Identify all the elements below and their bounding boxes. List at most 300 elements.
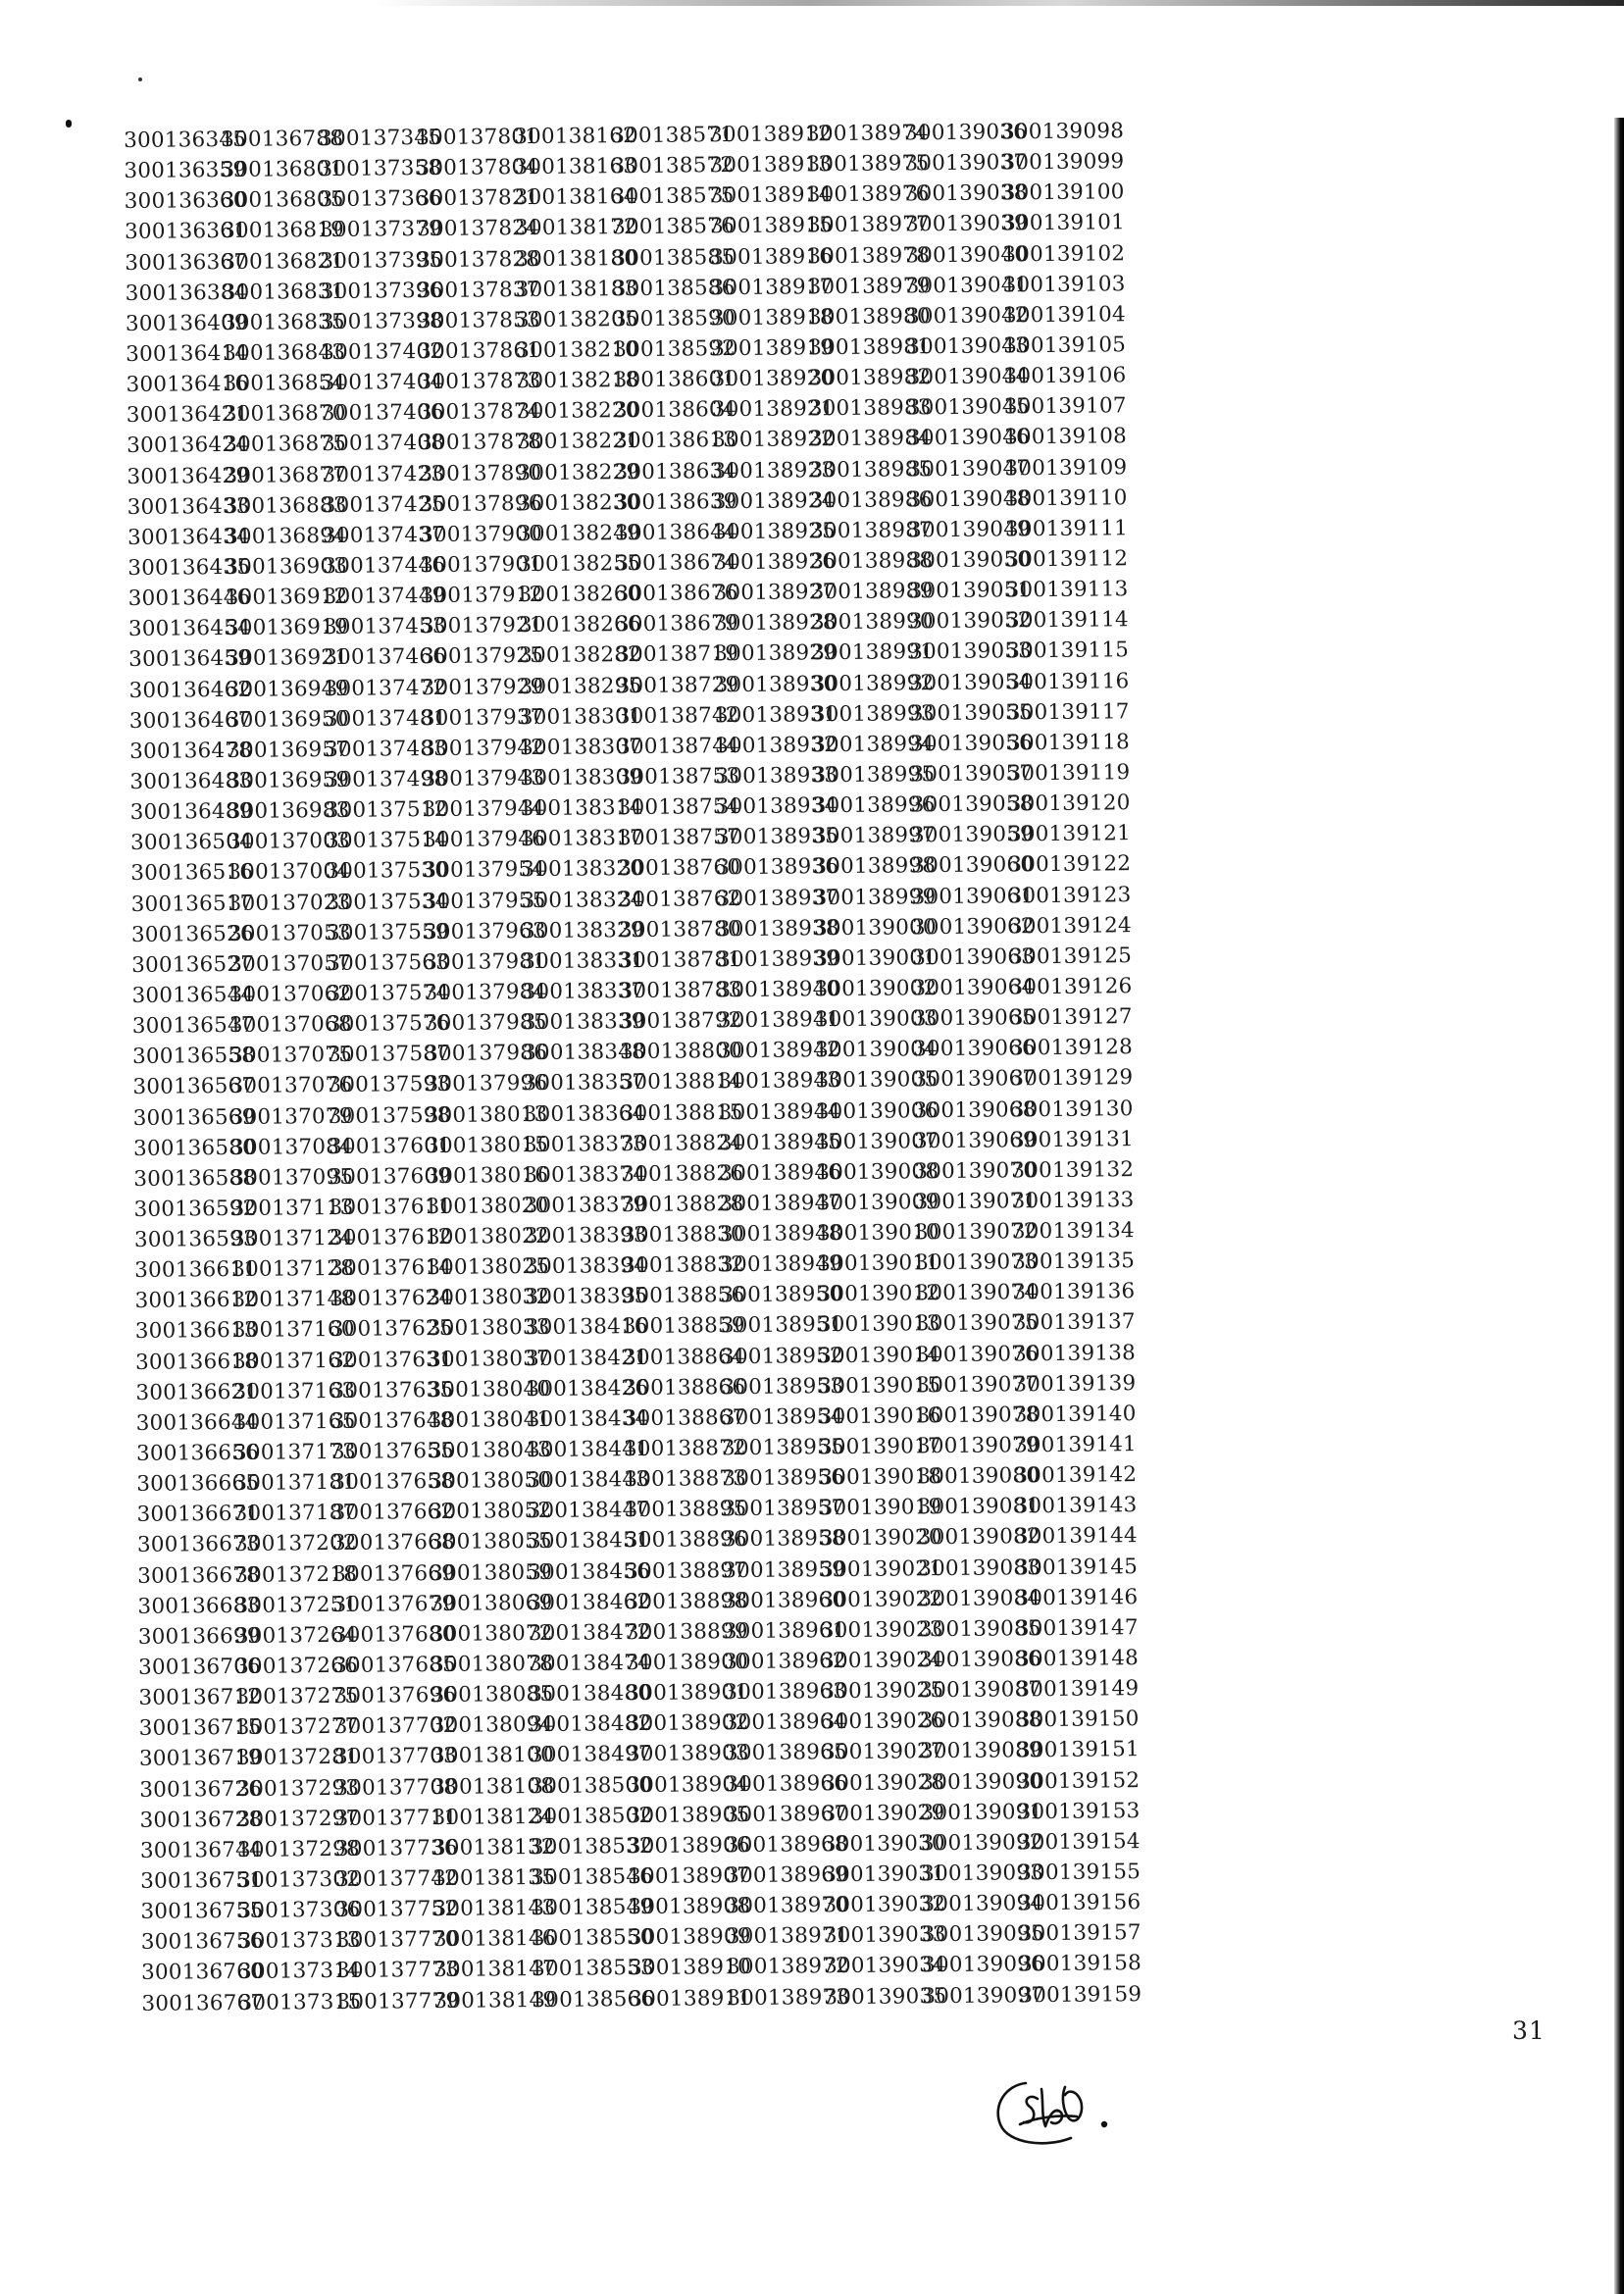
roll-number: 300139071 bbox=[914, 1189, 1038, 1215]
roll-number: 300136517 bbox=[130, 891, 254, 917]
roll-number: 300139056 bbox=[909, 730, 1034, 757]
roll-number: 300136516 bbox=[130, 860, 254, 887]
roll-number: 300138753 bbox=[617, 763, 740, 790]
roll-number: 300138986 bbox=[809, 486, 933, 513]
signature-mark bbox=[987, 2054, 1143, 2152]
roll-number: 300137313 bbox=[237, 1928, 361, 1955]
roll-number: 300137423 bbox=[322, 461, 445, 487]
roll-number: 300136359 bbox=[124, 157, 247, 184]
roll-number: 300136921 bbox=[226, 645, 349, 672]
roll-number: 300136801 bbox=[221, 156, 344, 183]
roll-number: 300138912 bbox=[709, 122, 833, 148]
roll-number: 300138218 bbox=[516, 368, 639, 394]
roll-number: 300138016 bbox=[426, 1162, 549, 1189]
roll-number: 300136644 bbox=[135, 1409, 259, 1436]
roll-number: 300139041 bbox=[905, 272, 1029, 299]
roll-number: 300139007 bbox=[815, 1128, 939, 1154]
roll-number: 300138069 bbox=[430, 1590, 553, 1616]
roll-number: 300139061 bbox=[911, 883, 1035, 909]
roll-number: 300138674 bbox=[615, 549, 738, 577]
roll-number: 300137277 bbox=[235, 1714, 359, 1741]
roll-number: 300138944 bbox=[718, 1098, 841, 1125]
roll-number: 300138997 bbox=[812, 823, 937, 849]
roll-number: 300139128 bbox=[1009, 1035, 1134, 1061]
roll-number: 300139091 bbox=[920, 1799, 1043, 1826]
roll-number: 300139110 bbox=[1004, 484, 1128, 512]
roll-number: 300138205 bbox=[515, 306, 638, 333]
roll-number: 300137181 bbox=[233, 1469, 357, 1497]
roll-number: 300137773 bbox=[335, 1958, 460, 1984]
roll-number: 300138013 bbox=[425, 1101, 548, 1128]
roll-number: 300138033 bbox=[427, 1315, 550, 1342]
roll-number: 300137358 bbox=[319, 156, 442, 182]
roll-number: 300137996 bbox=[425, 1071, 548, 1097]
roll-number: 300138249 bbox=[517, 520, 641, 546]
roll-number: 300138482 bbox=[529, 1711, 652, 1738]
roll-number: 300139136 bbox=[1012, 1279, 1136, 1305]
roll-number: 300136883 bbox=[224, 492, 347, 519]
roll-number: 300139052 bbox=[908, 608, 1032, 635]
roll-number: 300139066 bbox=[912, 1036, 1037, 1062]
roll-number: 300138676 bbox=[615, 581, 738, 607]
roll-number: 300138981 bbox=[808, 334, 932, 361]
roll-number: 300138942 bbox=[717, 1038, 841, 1064]
roll-number: 300139147 bbox=[1015, 1615, 1139, 1642]
roll-number: 300139138 bbox=[1012, 1340, 1137, 1366]
roll-number: 300139055 bbox=[909, 699, 1033, 727]
roll-number: 300136434 bbox=[127, 524, 251, 550]
roll-number: 300139127 bbox=[1009, 1004, 1133, 1031]
roll-number: 300138976 bbox=[806, 181, 930, 208]
roll-number: 300139008 bbox=[816, 1158, 939, 1186]
roll-number: 300137921 bbox=[420, 613, 543, 639]
roll-number: 300138783 bbox=[619, 977, 742, 1004]
roll-number: 300137779 bbox=[336, 1988, 460, 2014]
roll-number: 300139040 bbox=[905, 241, 1029, 268]
roll-number: 300139130 bbox=[1010, 1096, 1134, 1122]
roll-number: 300138055 bbox=[429, 1529, 552, 1555]
roll-number: 300139126 bbox=[1009, 974, 1133, 1000]
roll-number: 300139113 bbox=[1005, 577, 1129, 603]
roll-number: 300139034 bbox=[823, 1953, 947, 1979]
roll-number: 300138965 bbox=[724, 1740, 848, 1766]
roll-number: 300138634 bbox=[614, 458, 737, 484]
roll-number: 300138395 bbox=[525, 1284, 648, 1310]
roll-number: 300138337 bbox=[522, 978, 645, 1005]
roll-number: 300139102 bbox=[1002, 240, 1126, 267]
roll-number: 300139125 bbox=[1009, 943, 1133, 970]
roll-number: 300139112 bbox=[1005, 546, 1129, 573]
roll-number: 300139142 bbox=[1014, 1462, 1138, 1489]
roll-number: 300137453 bbox=[323, 614, 446, 640]
roll-number: 300137251 bbox=[234, 1592, 358, 1618]
roll-number: 300138393 bbox=[524, 1222, 647, 1249]
roll-number: 300138940 bbox=[717, 976, 840, 1003]
roll-number: 300137079 bbox=[229, 1103, 353, 1130]
roll-number: 300138966 bbox=[725, 1770, 848, 1797]
roll-number: 300137574 bbox=[327, 980, 450, 1006]
roll-number: 300137425 bbox=[322, 491, 445, 518]
roll-number: 300138043 bbox=[428, 1437, 552, 1464]
roll-number: 300139087 bbox=[919, 1677, 1042, 1704]
roll-number: 300136361 bbox=[124, 219, 248, 245]
roll-number: 300138604 bbox=[613, 397, 736, 424]
roll-number: 300137084 bbox=[229, 1134, 354, 1160]
roll-number: 300137449 bbox=[323, 583, 446, 610]
roll-number: 300139012 bbox=[817, 1281, 940, 1307]
roll-number: 300138317 bbox=[520, 826, 644, 852]
roll-number: 300138500 bbox=[530, 1772, 653, 1799]
roll-number: 300137187 bbox=[233, 1501, 357, 1527]
roll-number: 300136760 bbox=[140, 1960, 265, 1986]
roll-number: 300139019 bbox=[819, 1495, 942, 1521]
roll-number: 300136504 bbox=[129, 830, 254, 856]
roll-number: 300136831 bbox=[222, 279, 345, 305]
roll-number: 300137680 bbox=[332, 1621, 456, 1648]
roll-number: 300137696 bbox=[333, 1682, 457, 1709]
roll-number: 300136527 bbox=[131, 951, 255, 978]
roll-number: 300137576 bbox=[327, 1010, 450, 1038]
roll-number: 300138872 bbox=[623, 1436, 747, 1462]
roll-number: 300137297 bbox=[236, 1806, 360, 1832]
roll-number: 300139038 bbox=[904, 180, 1028, 207]
roll-number: 300137057 bbox=[228, 950, 352, 977]
roll-number: 300136526 bbox=[130, 921, 254, 947]
roll-number: 300137944 bbox=[422, 796, 545, 823]
roll-number: 300138210 bbox=[516, 336, 639, 364]
roll-number: 300138532 bbox=[530, 1833, 653, 1860]
roll-number: 300137498 bbox=[325, 766, 448, 793]
roll-number: 300139109 bbox=[1004, 454, 1128, 481]
roll-number: 300137824 bbox=[416, 216, 540, 242]
roll-number: 300138975 bbox=[806, 151, 930, 178]
roll-number: 300138998 bbox=[813, 853, 937, 880]
roll-number: 300137466 bbox=[324, 644, 447, 671]
roll-number: 300138576 bbox=[611, 214, 736, 240]
roll-number: 300136744 bbox=[139, 1837, 263, 1863]
roll-number: 300136384 bbox=[125, 280, 248, 306]
roll-number: 300137669 bbox=[332, 1560, 456, 1587]
roll-number: 300139022 bbox=[820, 1586, 943, 1612]
roll-number: 300136903 bbox=[225, 553, 348, 580]
roll-number: 300138969 bbox=[726, 1862, 849, 1889]
roll-number: 300137625 bbox=[330, 1316, 453, 1343]
roll-number: 300138132 bbox=[431, 1834, 555, 1861]
roll-number: 300138983 bbox=[808, 395, 932, 422]
roll-number: 300138456 bbox=[528, 1558, 651, 1585]
roll-number: 300137437 bbox=[322, 522, 446, 548]
roll-number: 300139119 bbox=[1007, 760, 1131, 787]
roll-number: 300138898 bbox=[625, 1588, 748, 1614]
roll-number: 300138946 bbox=[719, 1159, 842, 1187]
roll-number: 300139063 bbox=[912, 943, 1036, 971]
roll-number: 300138970 bbox=[726, 1893, 849, 1919]
roll-number: 300136593 bbox=[133, 1226, 257, 1253]
roll-number: 300136435 bbox=[127, 554, 251, 581]
roll-number: 300138586 bbox=[612, 275, 736, 301]
roll-number: 300137512 bbox=[325, 796, 448, 824]
roll-number: 300137003 bbox=[227, 829, 351, 855]
roll-number: 300137655 bbox=[330, 1438, 455, 1465]
roll-number: 300138945 bbox=[718, 1129, 842, 1155]
roll-number: 300138952 bbox=[720, 1343, 844, 1369]
roll-number: 300138474 bbox=[528, 1650, 652, 1677]
roll-number: 300137943 bbox=[422, 765, 545, 792]
roll-number: 300137703 bbox=[333, 1744, 458, 1770]
roll-number: 300136751 bbox=[140, 1867, 264, 1894]
roll-number: 300137770 bbox=[335, 1927, 459, 1954]
roll-number: 300138961 bbox=[723, 1617, 846, 1645]
roll-number: 300137095 bbox=[230, 1164, 354, 1191]
roll-number: 300138032 bbox=[427, 1285, 550, 1311]
roll-number: 300138950 bbox=[720, 1282, 843, 1308]
roll-number: 300139152 bbox=[1017, 1767, 1141, 1794]
roll-number: 300139077 bbox=[916, 1371, 1040, 1399]
roll-number: 300138859 bbox=[622, 1313, 745, 1340]
roll-number: 300139104 bbox=[1002, 302, 1126, 329]
roll-number: 300138230 bbox=[517, 489, 640, 516]
roll-number: 300138925 bbox=[712, 518, 837, 545]
roll-number: 300136421 bbox=[126, 402, 249, 429]
roll-number: 300139010 bbox=[816, 1220, 939, 1247]
roll-number: 300138416 bbox=[525, 1314, 648, 1341]
roll-number: 300137954 bbox=[423, 857, 546, 884]
roll-number: 300136489 bbox=[129, 798, 253, 826]
roll-number: 300139051 bbox=[908, 578, 1032, 604]
roll-number: 300139078 bbox=[916, 1402, 1040, 1429]
roll-number: 300139148 bbox=[1015, 1646, 1140, 1672]
roll-number: 300137406 bbox=[321, 400, 444, 427]
roll-number: 300138918 bbox=[710, 304, 834, 331]
roll-number: 300138873 bbox=[624, 1466, 747, 1493]
roll-number: 300137925 bbox=[421, 643, 544, 670]
roll-number: 300138331 bbox=[522, 947, 645, 974]
roll-number: 300137053 bbox=[228, 920, 351, 946]
roll-number: 300137801 bbox=[416, 124, 539, 151]
roll-number: 300137736 bbox=[334, 1835, 458, 1861]
roll-number: 300136483 bbox=[129, 768, 253, 794]
roll-number: 300137955 bbox=[423, 888, 546, 914]
roll-number: 300137530 bbox=[326, 858, 449, 885]
roll-number: 300138679 bbox=[615, 611, 738, 637]
roll-number: 300137264 bbox=[234, 1622, 358, 1649]
roll-number: 300138900 bbox=[625, 1649, 749, 1676]
roll-number: 300138921 bbox=[711, 396, 835, 423]
roll-number: 300138967 bbox=[725, 1801, 848, 1827]
roll-number: 300139048 bbox=[907, 485, 1031, 513]
roll-number: 300139030 bbox=[822, 1830, 945, 1858]
roll-number: 300138995 bbox=[812, 762, 936, 789]
roll-number: 300138919 bbox=[711, 335, 835, 362]
roll-number: 300137635 bbox=[330, 1377, 454, 1403]
roll-number: 300138100 bbox=[431, 1743, 555, 1769]
roll-number: 300137124 bbox=[230, 1225, 354, 1252]
roll-number: 300137668 bbox=[331, 1530, 455, 1556]
roll-number: 300139157 bbox=[1018, 1920, 1142, 1947]
roll-number: 300139103 bbox=[1002, 271, 1126, 298]
roll-number: 300137148 bbox=[231, 1287, 355, 1313]
roll-number: 300138472 bbox=[528, 1619, 651, 1646]
roll-number: 300138220 bbox=[516, 398, 639, 425]
roll-number: 300138963 bbox=[724, 1679, 847, 1706]
roll-number: 300136360 bbox=[124, 188, 247, 215]
roll-number: 300139097 bbox=[922, 1982, 1045, 2009]
roll-number: 300137113 bbox=[230, 1195, 354, 1221]
roll-number: 300138814 bbox=[620, 1069, 743, 1096]
roll-number: 300138480 bbox=[529, 1681, 652, 1708]
roll-number: 300139154 bbox=[1017, 1829, 1141, 1856]
roll-number: 300138015 bbox=[425, 1132, 549, 1158]
roll-number: 300138729 bbox=[616, 672, 739, 698]
roll-number: 300138172 bbox=[514, 215, 638, 241]
roll-number: 300138566 bbox=[532, 1986, 655, 2013]
roll-number: 300138958 bbox=[722, 1526, 845, 1553]
roll-number: 300138982 bbox=[808, 365, 932, 391]
roll-number: 300136912 bbox=[225, 584, 348, 611]
roll-number: 300137963 bbox=[423, 918, 546, 944]
roll-number: 300139088 bbox=[919, 1708, 1042, 1734]
roll-number: 300139076 bbox=[915, 1341, 1040, 1367]
roll-number: 300137218 bbox=[234, 1561, 358, 1588]
roll-number: 300138934 bbox=[715, 793, 838, 820]
roll-number: 300139115 bbox=[1006, 637, 1130, 664]
roll-number: 300139074 bbox=[915, 1280, 1039, 1306]
roll-number: 300136919 bbox=[225, 615, 348, 641]
roll-number: 300138984 bbox=[808, 426, 933, 452]
roll-number: 300139133 bbox=[1011, 1188, 1135, 1214]
roll-number: 300136706 bbox=[137, 1654, 262, 1680]
roll-number: 300137601 bbox=[328, 1133, 452, 1159]
roll-number: 300136544 bbox=[131, 982, 255, 1008]
roll-number: 300138572 bbox=[611, 153, 735, 179]
page-number: 31 bbox=[1512, 2016, 1546, 2045]
roll-number: 300138977 bbox=[806, 212, 931, 238]
roll-number: 300138993 bbox=[811, 700, 935, 727]
roll-number: 300136424 bbox=[127, 433, 250, 459]
roll-number: 300137873 bbox=[418, 369, 541, 395]
roll-number: 300137711 bbox=[334, 1805, 458, 1831]
roll-number: 300138078 bbox=[430, 1651, 554, 1678]
roll-number: 300139086 bbox=[918, 1647, 1042, 1673]
roll-number: 300139089 bbox=[919, 1738, 1042, 1764]
roll-number: 300139018 bbox=[819, 1464, 942, 1491]
roll-number: 300138948 bbox=[719, 1221, 842, 1248]
roll-number: 300138590 bbox=[612, 305, 736, 332]
roll-number: 300139043 bbox=[906, 333, 1030, 360]
roll-number: 300138933 bbox=[715, 762, 838, 790]
roll-number: 300138971 bbox=[726, 1923, 849, 1950]
roll-number: 300138960 bbox=[723, 1587, 846, 1613]
roll-number: 300137900 bbox=[419, 521, 543, 547]
roll-number: 300139039 bbox=[904, 211, 1029, 237]
roll-number: 300137396 bbox=[320, 278, 443, 304]
roll-number: 300138988 bbox=[810, 548, 934, 575]
roll-number: 300138320 bbox=[521, 856, 644, 883]
roll-number: 300138815 bbox=[620, 1099, 743, 1126]
roll-number: 300138936 bbox=[716, 854, 839, 881]
roll-number: 300136756 bbox=[140, 1929, 264, 1956]
roll-number: 300139002 bbox=[814, 976, 938, 1002]
roll-number: 300137281 bbox=[235, 1745, 360, 1771]
roll-number: 300139106 bbox=[1003, 363, 1127, 389]
roll-number: 300137648 bbox=[330, 1407, 454, 1434]
roll-number: 300136462 bbox=[128, 677, 252, 703]
roll-number: 300139060 bbox=[911, 852, 1035, 879]
roll-number: 300137614 bbox=[330, 1255, 453, 1282]
roll-number: 300137408 bbox=[322, 431, 445, 457]
roll-number: 300138571 bbox=[611, 123, 735, 149]
roll-number: 300138421 bbox=[525, 1345, 649, 1371]
roll-number: 300136592 bbox=[133, 1196, 257, 1222]
roll-number: 300138911 bbox=[629, 1985, 752, 2012]
roll-number: 300138929 bbox=[714, 640, 837, 667]
roll-number: 300138978 bbox=[807, 242, 931, 269]
roll-number: 300137446 bbox=[323, 552, 446, 580]
roll-number: 300138907 bbox=[628, 1862, 751, 1890]
roll-number: 300138085 bbox=[431, 1682, 554, 1708]
roll-number: 300139014 bbox=[817, 1342, 941, 1368]
roll-number: 300137379 bbox=[319, 217, 443, 243]
roll-number: 300138108 bbox=[431, 1773, 555, 1800]
roll-number: 300138792 bbox=[619, 1008, 742, 1035]
roll-number: 300137985 bbox=[424, 1009, 547, 1037]
roll-number: 300139065 bbox=[912, 1005, 1036, 1032]
roll-number: 300139017 bbox=[818, 1434, 942, 1460]
roll-number: 300137901 bbox=[420, 551, 543, 579]
roll-number: 300136843 bbox=[223, 339, 346, 367]
roll-number: 300138830 bbox=[621, 1222, 744, 1249]
roll-number: 300137685 bbox=[332, 1652, 457, 1679]
roll-number: 300137946 bbox=[422, 827, 546, 853]
roll-number: 300137612 bbox=[329, 1224, 452, 1251]
roll-number: 300138895 bbox=[624, 1497, 747, 1523]
roll-number: 300137559 bbox=[326, 919, 449, 945]
roll-number: 300139099 bbox=[1001, 149, 1125, 176]
roll-number: 300138022 bbox=[426, 1223, 549, 1250]
roll-number: 300137075 bbox=[228, 1043, 353, 1069]
roll-number: 300139153 bbox=[1017, 1798, 1141, 1825]
roll-number: 300137076 bbox=[229, 1073, 353, 1099]
roll-number: 300138999 bbox=[813, 884, 937, 910]
roll-number: 300139003 bbox=[814, 1006, 938, 1033]
roll-number: 300139029 bbox=[822, 1800, 945, 1826]
roll-number: 300138329 bbox=[521, 917, 644, 943]
roll-number: 300139132 bbox=[1011, 1156, 1135, 1184]
roll-number: 300137981 bbox=[424, 948, 547, 975]
roll-number: 300136788 bbox=[221, 126, 344, 153]
roll-number: 300139046 bbox=[906, 425, 1031, 451]
roll-number: 300138979 bbox=[807, 273, 931, 300]
roll-number: 300136726 bbox=[139, 1776, 263, 1803]
roll-number: 300136416 bbox=[126, 371, 249, 398]
roll-number: 300139000 bbox=[813, 914, 937, 941]
roll-number: 300136429 bbox=[127, 463, 250, 489]
roll-number: 300139139 bbox=[1013, 1370, 1137, 1398]
roll-number: 300138592 bbox=[613, 336, 736, 363]
roll-number: 300138866 bbox=[623, 1374, 746, 1401]
roll-number: 300138980 bbox=[807, 303, 931, 331]
roll-number: 300137165 bbox=[232, 1408, 356, 1435]
roll-number: 300138941 bbox=[717, 1007, 840, 1034]
roll-number: 300136671 bbox=[136, 1502, 260, 1528]
roll-number: 300136569 bbox=[132, 1104, 256, 1131]
roll-number: 300137023 bbox=[228, 890, 351, 916]
roll-number: 300137398 bbox=[320, 308, 443, 334]
roll-number: 300139151 bbox=[1016, 1737, 1140, 1763]
roll-number: 300139149 bbox=[1016, 1676, 1140, 1703]
roll-number: 300137861 bbox=[418, 337, 541, 365]
roll-number: 300136433 bbox=[127, 493, 250, 520]
